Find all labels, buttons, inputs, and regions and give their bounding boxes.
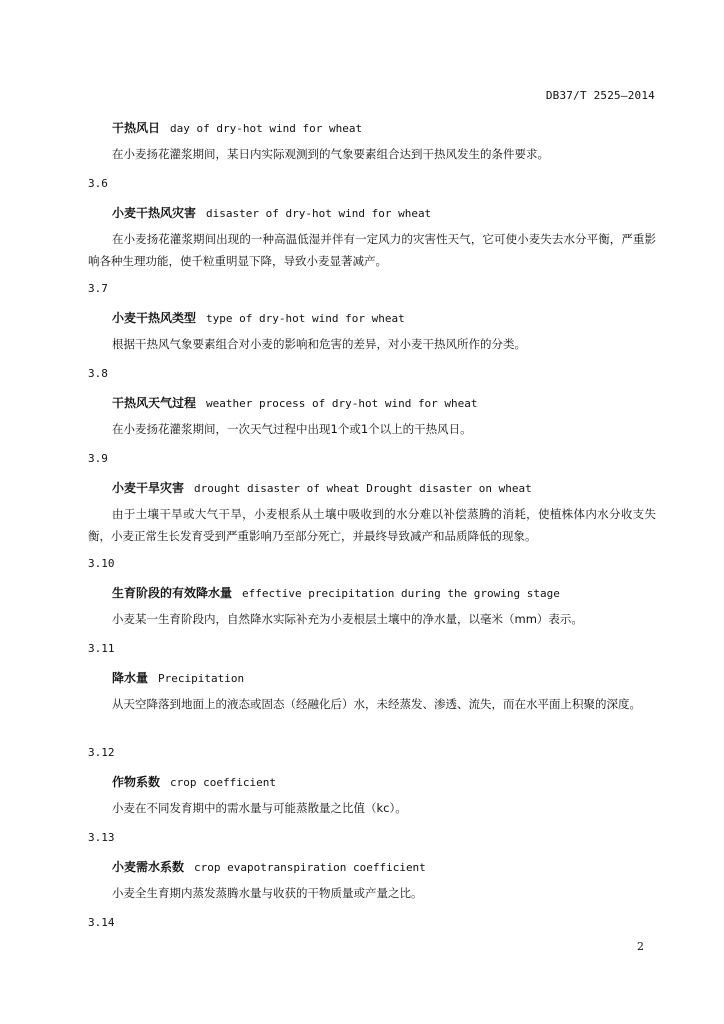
page-number: 2 (637, 940, 644, 953)
term-english: Precipitation (158, 672, 245, 685)
term-chinese: 小麦需水系数 (112, 860, 185, 874)
term-heading (112, 204, 431, 221)
term-heading (112, 669, 244, 686)
clause-number: 3.9 (88, 452, 108, 465)
term-definition: 从天空降落到地面上的液态或固态（经融化后）水，未经蒸发、渗透、流失，而在水平面上积聚的深度。 (112, 697, 641, 711)
term-chinese: 干热风日 (112, 121, 161, 135)
term-chinese: 生育阶段的有效降水量 (112, 586, 233, 600)
term-english: effective precipitation during the growing stage (242, 587, 560, 600)
term-definition: 在小麦扬花灌浆期间出现的一种高温低湿并伴有一定风力的灾害性天气，它可使小麦失去水分平衡，严重影响各种生理功能，使千粒重明显下降，导致小麦显著减产。 (88, 232, 656, 268)
term-definition: 在小麦扬花灌浆期间，某日内实际观测到的气象要素组合达到干热风发生的条件要求。 (112, 147, 549, 161)
term-english: crop coefficient (170, 776, 276, 789)
term-heading (112, 394, 478, 411)
term-definition: 小麦某一生育阶段内，自然降水实际补充为小麦根层土壤中的净水量，以毫米（mm）表示。 (112, 612, 583, 626)
clause-number: 3.11 (88, 642, 115, 655)
term-heading (112, 119, 362, 136)
clause-number: 3.13 (88, 831, 115, 844)
clause-number: 3.12 (88, 746, 115, 759)
term-definition: 小麦在不同发育期中的需水量与可能蒸散量之比值（kc）。 (112, 801, 407, 815)
term-english: day of dry-hot wind for wheat (170, 122, 363, 135)
term-definition: 小麦全生育期内蒸发蒸腾水量与收获的干物质量或产量之比。 (112, 886, 423, 900)
term-chinese: 小麦干热风类型 (112, 311, 197, 325)
term-english: crop evapotranspiration coefficient (194, 861, 426, 874)
term-heading (112, 858, 426, 875)
term-definition: 由于土壤干旱或大气干旱，小麦根系从土壤中吸收到的水分难以补偿蒸腾的消耗，使植株体内水分收支失衡，小麦正常生长发育受到严重影响乃至部分死亡，并最终导致减产和品质降低的现象。 (88, 507, 656, 543)
clause-number: 3.10 (88, 557, 115, 570)
clause-number: 3.8 (88, 367, 108, 380)
term-heading (112, 584, 560, 601)
clause-number: 3.6 (88, 177, 108, 190)
term-heading (112, 309, 405, 326)
term-chinese: 小麦干旱灾害 (112, 481, 185, 495)
term-english: drought disaster of wheat Drought disaster on wheat (194, 482, 532, 495)
term-english: type of dry-hot wind for wheat (206, 312, 405, 325)
standard-code: DB37/T 2525—2014 (545, 89, 655, 102)
term-definition: 在小麦扬花灌浆期间，一次天气过程中出现1个或1个以上的干热风日。 (112, 422, 472, 436)
term-chinese: 降水量 (112, 671, 149, 685)
term-english: weather process of dry-hot wind for wheat (206, 397, 478, 410)
clause-number: 3.7 (88, 282, 108, 295)
term-definition: 根据干热风气象要素组合对小麦的影响和危害的差异，对小麦干热风所作的分类。 (112, 337, 526, 351)
term-heading (112, 479, 532, 496)
clause-number: 3.14 (88, 916, 115, 929)
term-english: disaster of dry-hot wind for wheat (206, 207, 432, 220)
term-chinese: 小麦干热风灾害 (112, 206, 197, 220)
term-heading (112, 773, 276, 790)
term-chinese: 作物系数 (112, 775, 161, 789)
term-chinese: 干热风天气过程 (112, 396, 197, 410)
